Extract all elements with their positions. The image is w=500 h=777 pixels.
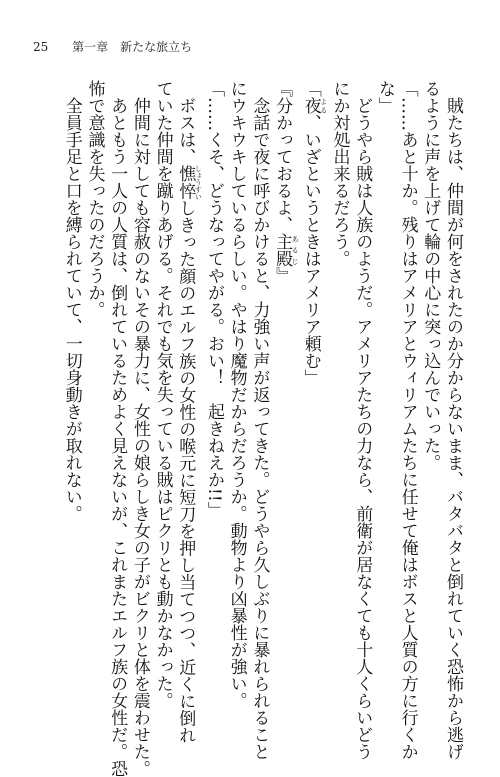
page-number: 25: [33, 40, 49, 54]
chapter-title: 第一章 新たな旅立ち: [72, 40, 193, 54]
text-line: 「……くそ、どうなってやがる。おい！ 起きねえか!!」: [203, 80, 224, 519]
text-line: な」: [374, 80, 395, 114]
ruby-annotated-word: 憔悴 しょうすい: [175, 164, 203, 200]
text-line: 念話で夜に呼びかけると、力強い声が返ってきた。どうやら久しぶりに暴れられること: [249, 80, 270, 760]
text-line: 「……あと十か。残りはアメリアとウィリアムたちに任せて俺はボスと人質の方に行くか: [397, 80, 418, 760]
text-line: 全員手足と口を縛られていて、一切身動きが取れない。: [61, 80, 82, 522]
ruby-annotated-word: 夜 よる: [300, 97, 328, 114]
text-line: 賊たちは、仲間が何をされたのか分からないまま、バタバタと倒れていく恐怖から逃げ: [443, 80, 463, 760]
ruby-reading: しょうすい: [194, 164, 203, 200]
text-line: ていた仲間を蹴りあげる。それでも気を失っている賊はピクリとも動かなかった。: [152, 80, 173, 709]
text-line-ruby: ボスは、憔悴 しょうすいしきった顔のエルフ族の女性の喉元に短刀を押し当てつつ、近くに倒れ: [175, 80, 203, 744]
text-line: るように声を上げて輪の中心に突っ込んでいった。: [420, 80, 441, 471]
ruby-reading: あるじ: [291, 233, 300, 267]
text-line: あともう一人の人質は、倒れているためよく見えないが、これまたエルフ族の女性だ。恐: [107, 80, 128, 777]
text-line: 怖で意識を失ったのだろうか。: [84, 80, 105, 318]
running-header: [33, 38, 192, 58]
ruby-annotated-word: 主殿 あるじ: [272, 233, 300, 267]
text-line-ruby: 『分かっておるよ、主殿 あるじ』: [272, 80, 300, 284]
text-line: にか対処出来るだろう。: [329, 80, 350, 267]
text-line-ruby: 「夜 よる、いざというときはアメリア頼む」: [300, 80, 328, 386]
ruby-reading: よる: [319, 97, 328, 114]
text-line: 仲間に対しても容赦のないその暴力に、女性の娘らしき女の子がビクリと体を震わせた。: [129, 80, 150, 777]
text-line: にウキウキしているらしい。やはり魔物だからだろうか。動物より凶暴性が強い。: [226, 80, 247, 709]
body-text: [60, 80, 464, 777]
text-line: どうやら賊は人族のようだ。アメリアたちの力なら、前衛が居なくても十人くらいどう: [352, 80, 373, 760]
